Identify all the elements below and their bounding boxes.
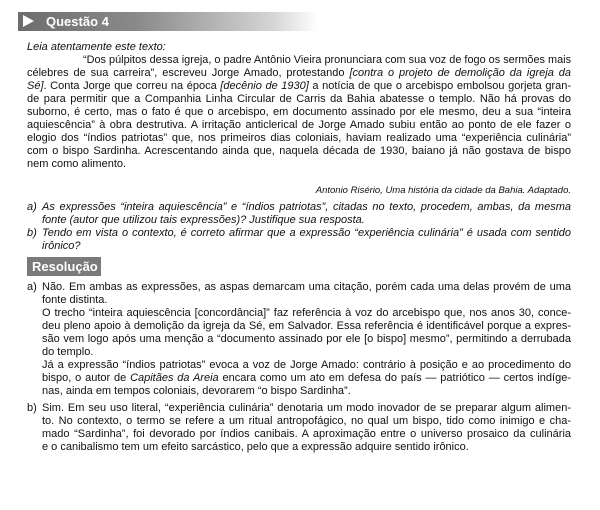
text-segment: [decênio de 1930] <box>220 80 309 92</box>
passage-line <box>27 93 571 106</box>
text-segment: O trecho “inteira aquiescência [concordância]” faz referência à voz do arcebispo que, nos anos 30, conce- <box>42 307 571 319</box>
resolution-line <box>42 307 571 320</box>
question-item-line: Tendo em vista o contexto, é correto afirmar que a expressão “experiência culinária” é usada com sentido <box>42 227 571 239</box>
text-segment: mado “Sardinha”, foi devorado por índios canibais. A aproximação entre o universo prosaico da culinária <box>42 428 571 440</box>
text-segment: a notícia de que o arcebispo embolsou gorjeta gran- <box>308 80 572 92</box>
text-segment: [contra o projeto de demolição da igreja da <box>349 67 571 79</box>
resolution-line <box>42 333 571 346</box>
resolution-line <box>42 428 571 441</box>
item-label: b) <box>27 227 37 239</box>
passage-line <box>27 119 571 132</box>
resolution-line <box>42 385 571 398</box>
text-segment: elogio dos “índios patriotas” que, nos primeiros dias coloniais, haviam realizado uma “experiência culinária” <box>27 132 571 144</box>
passage-line <box>27 67 571 80</box>
passage-line <box>27 80 571 93</box>
item-label: a) <box>27 281 37 293</box>
text-segment: Sim. Em seu uso literal, “experiência culinária” denotaria um modo inovador de se preparar algum alimen- <box>42 402 571 414</box>
text-segment: e o canibalismo tem um efeito sarcástico, pelo que a expressão adquire sentido irônico. <box>42 441 469 453</box>
resolution-line <box>42 320 571 333</box>
resolution-line <box>42 359 571 372</box>
passage-line <box>27 158 571 171</box>
resolution-line <box>42 281 571 294</box>
text-segment: são vem logo após uma menção a “documento assinado por ele [o bispo] mesmo”, permitindo a derrubada <box>42 333 571 345</box>
text-segment: fonte distinta. <box>42 294 108 306</box>
text-segment: “Dos púlpitos dessa igreja, o padre Antônio Vieira pronunciara com sua voz de fogo os sermões mais <box>83 54 572 66</box>
passage-line <box>27 132 571 145</box>
resolution-line <box>42 402 571 415</box>
text-segment: com o bispo Sardinha. Acrescentando ainda que, naquela década de 1930, baiano já não gostava de bispo <box>27 145 571 157</box>
resolution-line <box>42 372 571 385</box>
passage-line <box>27 106 571 119</box>
question-header <box>18 12 318 31</box>
text-segment: Capitães da Areia <box>130 372 219 384</box>
question-item-line: irônico? <box>42 240 81 252</box>
text-segment: bispo, o autor de <box>42 372 131 384</box>
resolution-line <box>42 346 571 359</box>
text-segment: Não. Em ambas as expressões, as aspas demarcam uma citação, porém cada uma delas provém de uma <box>42 281 571 293</box>
text-segment: célebres de sua carreira”, escreveu Jorge Amado, protestando <box>27 67 350 79</box>
item-label: b) <box>27 402 37 414</box>
resolution-line <box>42 415 571 428</box>
intro-text: Leia atentamente este texto: <box>27 41 166 53</box>
text-segment: . Conta Jorge que correu na época <box>43 80 221 92</box>
text-segment: do templo. <box>42 346 94 358</box>
text-segment: to. No contexto, o termo se refere a um ritual antropofágico, no qual um bispo, tido como inimigo e cha- <box>42 415 571 427</box>
text-segment: deu pleno apoio à demolição da igreja da Sé, em Salvador. Essa referência é identificável porque a expres- <box>42 320 571 332</box>
resolution-header: Resolução <box>27 257 101 276</box>
question-item-line: As expressões “inteira aquiescência” e “índios patriotas”, citadas no texto, procedem, ambas, da mesma <box>42 201 571 213</box>
text-segment: suborno, é certo, mas o fato é que o arcebispo, em documento assinado por ele mesmo, deu a sua “inteira <box>27 106 571 118</box>
citation: Antonio Risério, Uma história da cidade da Bahia. Adaptado. <box>315 185 571 196</box>
play-triangle-icon <box>23 15 34 27</box>
text-segment: Sé] <box>27 80 44 92</box>
text-segment: nas, ainda em tempos coloniais, devorarem “o bispo Sardinha”. <box>42 385 351 397</box>
question-title: Questão 4 <box>46 14 109 29</box>
passage-line <box>27 145 571 158</box>
resolution-line <box>42 294 571 307</box>
text-segment: nem como alimento. <box>27 158 127 170</box>
passage-line <box>83 54 571 67</box>
resolution-line <box>42 441 571 454</box>
item-label: a) <box>27 201 37 213</box>
text-segment: encara como um ato em defesa do país — patriótico — certos indíge- <box>218 372 571 384</box>
text-segment: de para permitir que a Companhia Linha Circular de Carris da Bahia abatesse o templo. Não há provas do <box>27 93 571 105</box>
question-item-line: fonte (autor que utilizou tais expressões)? Justifique sua resposta. <box>42 214 365 226</box>
text-segment: aquiescência” à obra destrutiva. A irritação anticlerical de Jorge Amado subiu então ao ponto de ele fazer o <box>27 119 571 131</box>
text-segment: Já a expressão “índios patriotas” evoca a voz de Jorge Amado: contrário à posição e ao procedimento do <box>42 359 571 371</box>
